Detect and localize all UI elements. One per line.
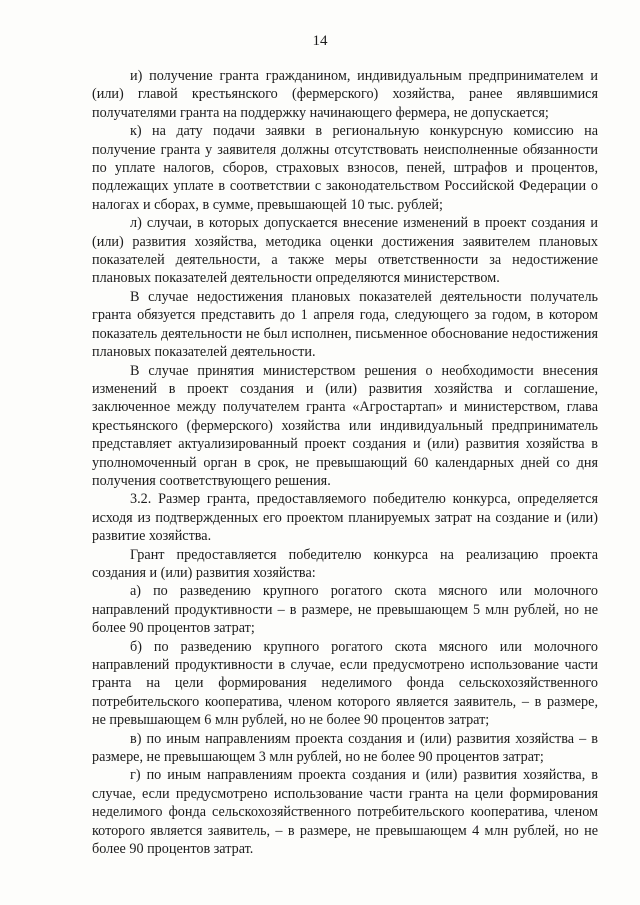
document-body <box>92 67 598 858</box>
paragraph-grant-g: г) по иным направлениям проекта создания и (или) развития хозяйства, в случае, если предусмотрено использование части гранта на цели формирования неделимого фонда сельскохозяйственного потребительского кооператива, членом которого является заявитель, – в размере, не превышающем 4 млн рублей, но не более 90 процентов затрат. <box>92 767 598 858</box>
paragraph-item-l: л) случаи, в которых допускается внесение изменений в проект создания и (или) развития хозяйства, методика оценки достижения заявителем плановых показателей деятельности, а также меры ответственности за недостижение плановых показателей деятельности определяются министерством. <box>92 215 598 287</box>
paragraph-grant-v: в) по иным направлениям проекта создания и (или) развития хозяйства – в размере, не превышающем 3 млн рублей, но не более 90 процентов затрат; <box>92 730 598 766</box>
paragraph-item-i: и) получение гранта гражданином, индивидуальным предпринимателем и (или) главой крестьянского (фермерского) хозяйства, ранее являвшимися получателями гранта на поддержку начинающего фермера, не допускается; <box>92 68 598 121</box>
paragraph-item-k: к) на дату подачи заявки в региональную конкурсную комиссию на получение гранта у заявителя должны отсутствовать неисполненные обязанности по уплате налогов, сборов, страховых взносов, пеней, штрафов и процентов, подлежащих уплате в соответствии с законодательством Российской Федерации о налогах и сборах, в сумме, превышающей 10 тыс. рублей; <box>92 123 598 213</box>
paragraph-grant-a: а) по разведению крупного рогатого скота мясного или молочного направлений продуктивности – в размере, не превышающем 5 млн рублей, но не более 90 процентов затрат; <box>92 583 598 637</box>
paragraph-grant-b: б) по разведению крупного рогатого скота мясного или молочного направлений продуктивности в случае, если предусмотрено использование части гранта на цели формирования неделимого фонда сельскохозяйственного потребительского кооператива, членом которого является заявитель, – в размере, не превышающем 6 млн рублей, но не более 90 процентов затрат; <box>92 638 598 729</box>
paragraph-grant-intro: Грант предоставляется победителю конкурса на реализацию проекта создания и (или) развития хозяйства: <box>92 546 598 581</box>
paragraph-section-3-2: 3.2. Размер гранта, предоставляемого победителю конкурса, определяется исходя из подтвержденных его проектом планируемых затрат на создание и (или) развитие хозяйства. <box>92 491 598 545</box>
page-number: 14 <box>312 33 328 49</box>
paragraph-project-changes: В случае принятия министерством решения о необходимости внесения изменений в проект создания и (или) развития хозяйства и соглашение, заключенное между получателем гранта «Агростартап» и министерством, глава крестьянского (фермерского) хозяйства или индивидуальный предприниматель представляет актуализированный проект создания и (или) развития хозяйства в уполномоченный орган в срок, не превышающий 60 календарных дней со дня получения соответствующего решения. <box>92 362 598 489</box>
paragraph-underachievement: В случае недостижения плановых показателей деятельности получатель гранта обязуется представить до 1 апреля года, следующего за годом, в котором показатель деятельности не был исполнен, письменное обоснование недостижения плановых показателей деятельности. <box>92 288 598 361</box>
